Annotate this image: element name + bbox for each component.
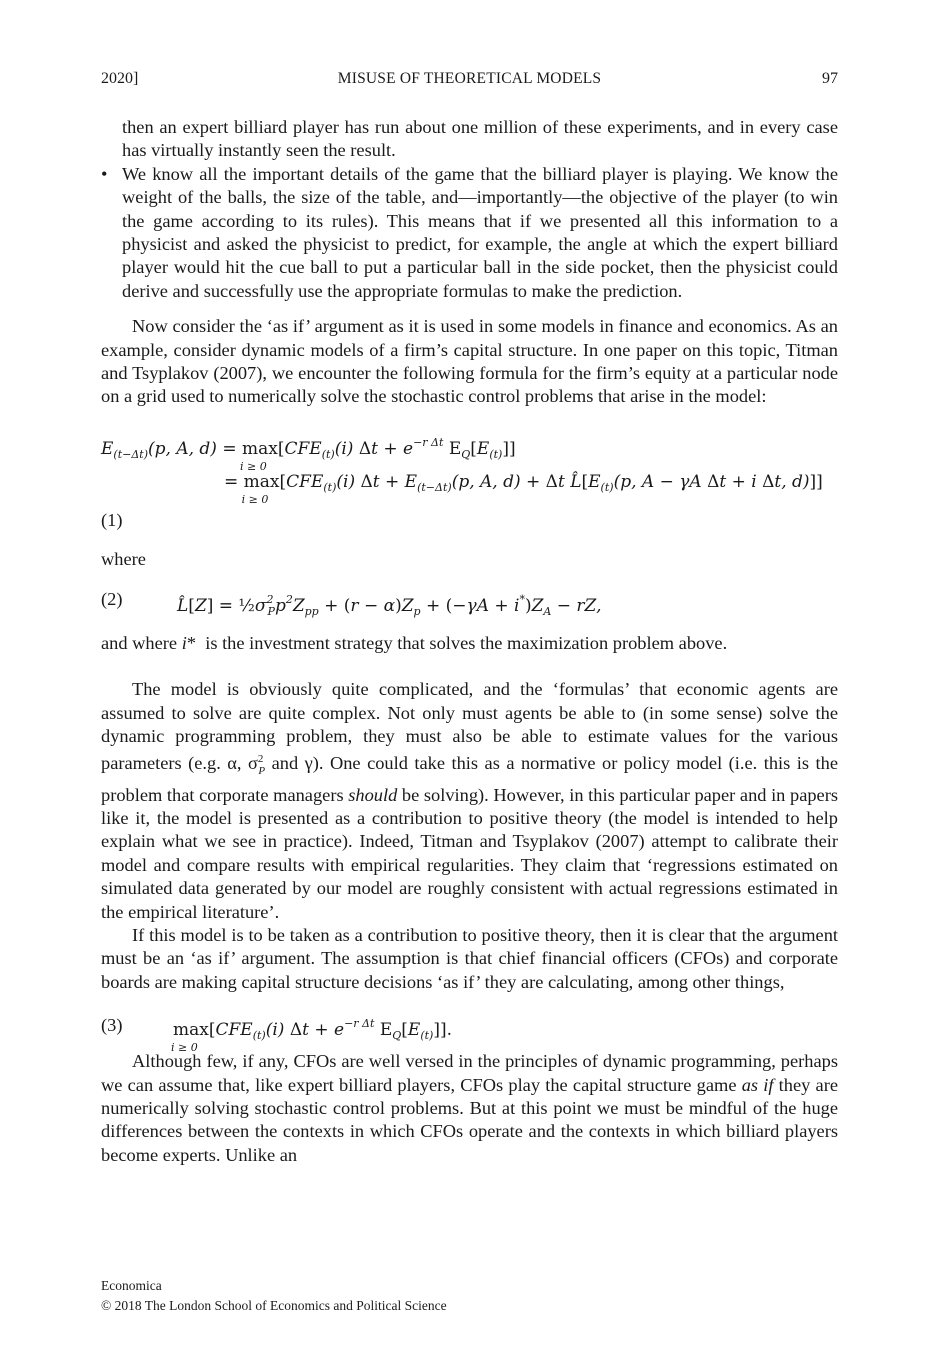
equation-3-number: (3)	[101, 1015, 123, 1036]
equation-1-line-2: = max i ≥ 0 [$CFE_{(t)}(i) \Delta t + E_{(t-\Delta t)}(p$, A, d) + Δt $L̂[E_{(t)}(p$, A − γA Δt + i Δt, d)]]	[224, 471, 823, 506]
equation-1-line-1: $E_{(t-\Delta t)}(p$, A, d) = max i ≥ 0 [$CFE_{(t)}(i) \Delta t + e^{-r \Delta t}$ $E_Q[E_{(t)}]$]	[101, 435, 516, 473]
paragraph-as-if-intro: Now consider the ‘as if’ argument as it is used in some models in finance and economics. As an example, consider dynamic models of a firm’s capital structure. In one paper on this topic, Titman and Tsyplakov (2007), we encounter the following formula for the firm’s equity at a particular node on a grid used to numerically solve the stochastic control problems that arise in the model:	[101, 316, 838, 407]
paragraph-model-complexity: The model is obviously quite complicated, and the ‘formulas’ that economic agents are assumed to solve are quite complex. Not only must agents be able to (in some sense) solve the dynamic programming problem, they must also be able to estimate values for the various parameters (e.g. α, $\sigma^2_P$ and γ). One could take this as a normative or policy model (i.e. this is the problem that corporate managers should be solving). However, in this particular paper and in papers like it, the model is presented as a contribution to positive theory (the model is intended to help explain what we see in practice). Indeed, Titman and Tsyplakov (2007) attempt to calibrate their model and compare results with empirical regularities. They claim that ‘regressions estimated on simulated data generated by our model are roughly consistent with actual regressions estimated in the empirical literature’.	[101, 679, 838, 922]
equation-3-formula: max i ≥ 0 [$CFE_{(t)}(i) \Delta t + e^{-r \Delta t}$ $E_Q[E_{(t)}]$].	[171, 1017, 453, 1055]
page-number: 97	[822, 70, 838, 87]
equation-1-number: (1)	[101, 509, 123, 530]
equation-1	[101, 427, 838, 509]
copyright-notice: © 2018 The London School of Economics and Political Science	[101, 1298, 447, 1313]
where-label: where	[101, 549, 146, 570]
and-where-text: and where i* is the investment strategy that solves the maximization problem above.	[101, 632, 728, 653]
article-body	[101, 116, 838, 1167]
paragraph-continuation: then an expert billiard player has run about one million of these experiments, and in every case has virtually instantly seen the result.	[122, 117, 838, 161]
equation-2-formula: L̂[Z] = $\frac{1}{2}\sigma^2_Pp^2Z_{pp} + (r - \alpha)Z_p + (-\gamma A + i^*)Z_A$ − rZ,	[177, 592, 602, 618]
journal-name: Economica	[101, 1278, 162, 1293]
bullet-item	[101, 163, 838, 303]
bullet-text: We know all the important details of the game that the billiard player is playing. We know the weight of the balls, the size of the table, and—importantly—the objective of the player (to win the game according to its rules). This means that if we presented all this information to a physicist and asked the physicist to predict, for example, the angle at which the expert billiard player would hit the cue ball to put a particular ball in the side pocket, then the physicist could derive and successfully use the appropriate formulas to make the prediction.	[122, 163, 838, 301]
bullet-icon: •	[101, 163, 108, 184]
paragraph-cfos: Although few, if any, CFOs are well versed in the principles of dynamic programming, perhaps we can assume that, like expert billiard players, CFOs play the capital structure game as if they are numerically solving stochastic control problems. But at this point we must be mindful of the huge differences between the contexts in which CFOs operate and the contexts in which billiard players become experts. Unlike an	[101, 1051, 839, 1165]
header-year: 2020]	[101, 70, 139, 87]
footer	[101, 1276, 447, 1316]
equation-2-number: (2)	[101, 588, 123, 609]
running-title: MISUSE OF THEORETICAL MODELS	[337, 70, 602, 87]
equation-2	[101, 588, 838, 618]
paragraph-positive-theory: If this model is to be taken as a contribution to positive theory, then it is clear that the argument must be an ‘as if’ argument. The assumption is that chief financial officers (CFOs) and corporate boards are making capital structure decisions ‘as if’ they are calculating, among other things,	[101, 924, 838, 992]
equation-3	[101, 1012, 838, 1055]
running-header	[101, 70, 838, 94]
